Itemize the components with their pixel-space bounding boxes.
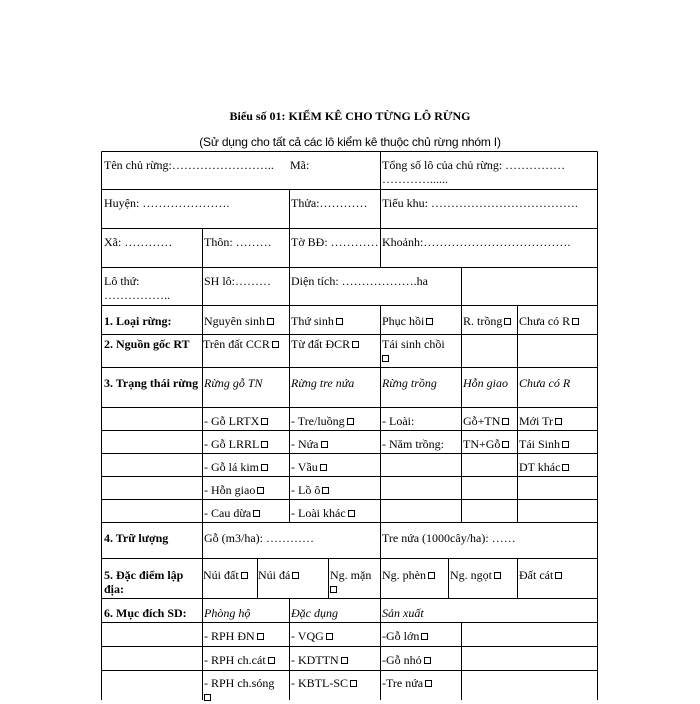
site-option[interactable]: Ng. ngọt: [450, 568, 517, 582]
code-field[interactable]: Mã:: [290, 158, 310, 172]
checkbox-icon[interactable]: [572, 318, 579, 325]
checkbox-icon[interactable]: [352, 341, 359, 348]
site-option[interactable]: Núi đá: [258, 568, 328, 582]
production-option[interactable]: -Gỗ nhỏ: [382, 653, 461, 667]
checkbox-icon[interactable]: [253, 510, 260, 517]
no-forest-option[interactable]: Tái Sinh: [519, 437, 597, 451]
checkbox-icon[interactable]: [257, 633, 264, 640]
no-forest-header: Chưa có R: [519, 376, 571, 390]
sub-zone-field[interactable]: Tiểu khu: ……………………………….: [382, 196, 578, 210]
origin-label: 2. Nguồn gốc RT: [104, 337, 190, 351]
map-sheet-field[interactable]: Tờ BĐ: …………: [291, 235, 379, 249]
bamboo-volume-field[interactable]: Tre nứa (1000cây/ha): ……: [382, 531, 516, 545]
checkbox-icon[interactable]: [425, 680, 432, 687]
bamboo-status-option[interactable]: - Nứa: [291, 437, 380, 451]
forest-type-option[interactable]: Thứ sinh: [291, 314, 380, 328]
checkbox-icon[interactable]: [292, 572, 299, 579]
forest-type-option[interactable]: R. trồng: [463, 314, 518, 328]
natural-wood-header: Rừng gỗ TN: [204, 376, 263, 390]
special-use-option[interactable]: - KBTL-SC: [291, 676, 380, 690]
parcel-field[interactable]: Thửa:…………: [291, 196, 368, 210]
origin-option[interactable]: Từ đất ĐCR: [291, 337, 380, 351]
special-use-header: Đặc dụng: [291, 606, 338, 620]
wood-status-option[interactable]: - Hỗn giao: [204, 483, 290, 497]
protection-option[interactable]: - RPH ch.sóng: [204, 676, 290, 704]
bamboo-status-option[interactable]: - Lồ ô: [291, 483, 380, 497]
checkbox-icon[interactable]: [326, 633, 333, 640]
wood-status-option[interactable]: - Gỗ LRTX: [204, 414, 290, 428]
checkbox-icon[interactable]: [502, 441, 509, 448]
village-field[interactable]: Thôn: ………: [204, 235, 272, 249]
checkbox-icon[interactable]: [261, 464, 268, 471]
district-field[interactable]: Huyện: ………………….: [104, 196, 230, 210]
site-label: 5. Đặc điểm lập địa:: [104, 568, 184, 596]
checkbox-icon[interactable]: [502, 418, 509, 425]
planted-species-field[interactable]: - Loài:: [382, 414, 415, 428]
checkbox-icon[interactable]: [494, 572, 501, 579]
planted-header: Rừng trồng: [382, 376, 437, 390]
checkbox-icon[interactable]: [268, 657, 275, 664]
production-header: Sản xuất: [382, 606, 424, 620]
wood-status-option[interactable]: - Gỗ lá kim: [204, 460, 290, 474]
no-forest-option[interactable]: Mới Tr: [519, 414, 597, 428]
checkbox-icon[interactable]: [341, 657, 348, 664]
checkbox-icon[interactable]: [350, 680, 357, 687]
bamboo-status-option[interactable]: - Vầu: [291, 460, 380, 474]
checkbox-icon[interactable]: [382, 355, 389, 362]
mixed-option[interactable]: TN+Gỗ: [463, 437, 518, 451]
forest-type-option[interactable]: Phục hồi: [382, 314, 461, 328]
checkbox-icon[interactable]: [348, 510, 355, 517]
bamboo-status-option[interactable]: - Tre/luồng: [291, 414, 380, 428]
checkbox-icon[interactable]: [267, 318, 274, 325]
plot-order-field[interactable]: Lô thứ: ……………..: [104, 274, 170, 302]
protection-option[interactable]: - RPH ĐN: [204, 629, 290, 643]
forest-type-label: 1. Loại rừng:: [104, 314, 172, 328]
checkbox-icon[interactable]: [421, 633, 428, 640]
forest-type-option[interactable]: Nguyên sinh: [204, 314, 290, 328]
forest-status-label: 3. Trạng thái rừng: [104, 376, 199, 390]
planted-year-field[interactable]: - Năm trồng:: [382, 437, 444, 451]
form-subtitle: (Sử dụng cho tất cả các lô kiểm kê thuộc chủ rừng nhóm I): [199, 135, 501, 149]
checkbox-icon[interactable]: [272, 341, 279, 348]
bamboo-status-option[interactable]: - Loài khác: [291, 506, 380, 520]
site-option[interactable]: Đất cát: [519, 568, 597, 582]
plot-number-field[interactable]: SH lô:………: [204, 274, 272, 288]
checkbox-icon[interactable]: [257, 487, 264, 494]
checkbox-icon[interactable]: [330, 586, 337, 593]
forest-type-option[interactable]: Chưa có R: [519, 314, 597, 328]
owner-name-field[interactable]: Tên chủ rừng:……………………..: [104, 158, 274, 172]
bamboo-header: Rừng tre nứa: [291, 376, 355, 390]
checkbox-icon[interactable]: [555, 418, 562, 425]
special-use-option[interactable]: - VQG: [291, 629, 380, 643]
total-plots-field[interactable]: Tổng số lô của chủ rừng: …………… …………......: [382, 158, 566, 186]
checkbox-icon[interactable]: [321, 441, 328, 448]
wood-status-option[interactable]: - Gỗ LRRL: [204, 437, 290, 451]
checkbox-icon[interactable]: [424, 657, 431, 664]
compartment-field[interactable]: Khoảnh:……………………………….: [382, 235, 571, 249]
checkbox-icon[interactable]: [322, 487, 329, 494]
site-option[interactable]: Ng. mặn: [330, 568, 380, 596]
wood-volume-field[interactable]: Gỗ (m3/ha): …………: [204, 531, 314, 545]
mixed-option[interactable]: Gỗ+TN: [463, 414, 518, 428]
checkbox-icon[interactable]: [241, 572, 248, 579]
checkbox-icon[interactable]: [426, 318, 433, 325]
wood-status-option[interactable]: - Cau dừa: [204, 506, 290, 520]
site-option[interactable]: Núi đất: [203, 568, 258, 582]
site-option[interactable]: Ng. phèn: [382, 568, 448, 582]
special-use-option[interactable]: - KDTTN: [291, 653, 380, 667]
origin-option[interactable]: Tái sinh chồi: [382, 337, 460, 365]
checkbox-icon[interactable]: [261, 418, 268, 425]
checkbox-icon[interactable]: [347, 418, 354, 425]
checkbox-icon[interactable]: [562, 441, 569, 448]
checkbox-icon[interactable]: [336, 318, 343, 325]
commune-field[interactable]: Xã: …………: [104, 235, 173, 249]
form-title: Biểu số 01: KIỂM KÊ CHO TỪNG LÔ RỪNG: [229, 109, 471, 123]
checkbox-icon[interactable]: [320, 464, 327, 471]
production-option[interactable]: -Tre nứa: [382, 676, 461, 690]
production-option[interactable]: -Gỗ lớn: [382, 629, 461, 643]
volume-label: 4. Trữ lượng: [104, 531, 169, 545]
checkbox-icon[interactable]: [562, 464, 569, 471]
protection-header: Phòng hộ: [204, 606, 251, 620]
area-field[interactable]: Diện tích: ……………….ha: [291, 274, 428, 288]
origin-option[interactable]: Trên đất CCR: [203, 337, 290, 351]
mixed-header: Hỗn giao: [463, 376, 508, 390]
no-forest-option[interactable]: DT khác: [519, 460, 597, 474]
protection-option[interactable]: - RPH ch.cát: [204, 653, 290, 667]
checkbox-icon[interactable]: [555, 572, 562, 579]
checkbox-icon[interactable]: [504, 318, 511, 325]
checkbox-icon[interactable]: [428, 572, 435, 579]
purpose-label: 6. Mục đích SD:: [104, 606, 187, 620]
checkbox-icon[interactable]: [261, 441, 268, 448]
